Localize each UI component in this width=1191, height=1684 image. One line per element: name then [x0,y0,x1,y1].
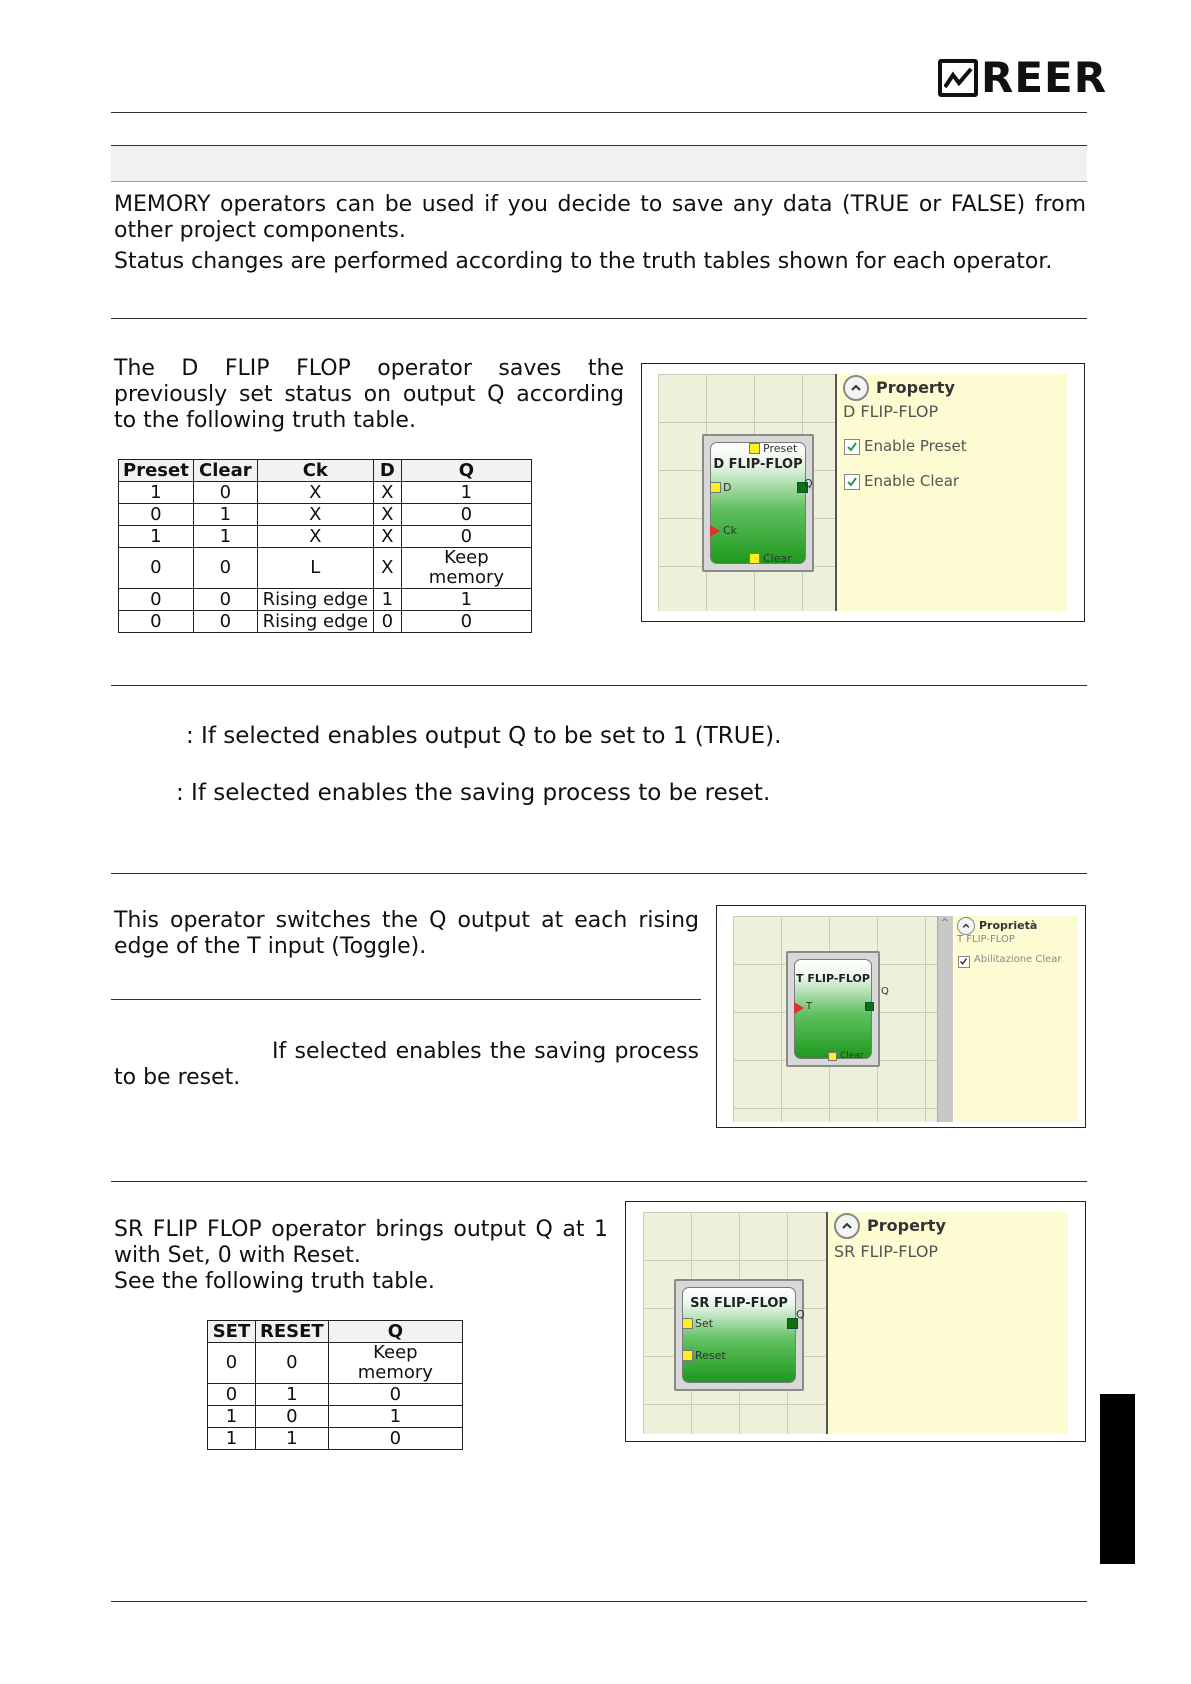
table-cell: 0 [119,589,194,611]
table-row [208,1428,463,1450]
t-flip-flop-clear-text: If selected enables the saving process to be reset. [114,1039,699,1090]
t-flip-flop-block[interactable] [786,951,880,1067]
table-cell: 0 [256,1343,329,1384]
enable-clear-label: Abilitazione Clear [974,954,1062,965]
table-row [119,611,532,633]
pin-label: Preset [763,442,798,455]
table-cell: 1 [401,589,531,611]
table-cell: 1 [119,526,194,548]
table-header: Q [401,460,531,482]
enable-preset-label: Enable Preset [864,437,967,455]
table-cell: Rising edge [257,611,373,633]
clear-parameter-text: : If selected enables the saving process to be reset. [176,780,771,806]
pin-label: Ck [723,524,738,537]
section-rule [111,1181,1087,1182]
clear-pin[interactable] [828,1052,837,1061]
t-flip-flop-screenshot [716,905,1086,1128]
table-header: D [373,460,401,482]
property-panel [954,916,1078,1122]
table-row [119,526,532,548]
table-cell: X [257,526,373,548]
table-cell: 1 [256,1428,329,1450]
vertical-scrollbar[interactable] [937,916,953,1122]
pin-label: Q [804,477,813,490]
table-cell: 1 [119,482,194,504]
block-title: SR FLIP-FLOP [690,1296,788,1311]
table-cell: 0 [193,611,257,633]
table-cell: 0 [328,1428,462,1450]
table-cell: X [257,504,373,526]
chevron-up-icon[interactable] [957,917,975,935]
table-cell: X [373,526,401,548]
table-cell: 1 [193,526,257,548]
enable-preset-checkbox[interactable] [844,439,860,455]
block-title: T FLIP-FLOP [796,972,870,985]
pin-label: D [723,481,732,494]
pin-label: Set [695,1317,714,1330]
t-flip-flop-description: This operator switches the Q output at each rising edge of the T input (Toggle). [114,908,699,959]
enable-clear-checkbox[interactable] [844,474,860,490]
table-cell: 1 [208,1406,256,1428]
intro-paragraph-1: MEMORY operators can be used if you decide to save any data (TRUE or FALSE) from other project components. [114,192,1086,243]
table-cell: 1 [256,1384,329,1406]
clock-pin-icon[interactable] [710,525,720,537]
reer-logo-mark-icon [938,59,978,97]
intro-paragraph-2: Status changes are performed according to the truth tables shown for each operator. [114,249,1053,274]
table-header-row [119,460,532,482]
section-rule [111,318,1087,319]
sr-flip-flop-screenshot [625,1201,1086,1442]
preset-pin[interactable] [749,443,760,454]
block-body [710,442,806,564]
property-subtitle: D FLIP-FLOP [843,402,939,421]
table-row [119,548,532,589]
block-body [682,1287,796,1383]
pin-label: T [806,1001,813,1012]
table-cell: 0 [193,589,257,611]
enable-clear-checkbox[interactable] [958,956,970,968]
table-cell: 0 [401,526,531,548]
table-header: SET [208,1321,256,1343]
pin-label: Q [881,986,889,997]
table-cell: 0 [328,1384,462,1406]
d-flip-flop-block[interactable] [702,434,814,572]
table-cell: 0 [119,548,194,589]
table-cell: 0 [401,504,531,526]
enable-clear-label: Enable Clear [864,472,960,490]
table-row [208,1343,463,1384]
logo-text: REER [981,53,1108,102]
chevron-up-icon[interactable] [843,375,869,401]
table-cell: X [373,482,401,504]
pin-label: Clear [840,1051,864,1061]
property-subtitle: SR FLIP-FLOP [834,1242,939,1261]
table-cell: 0 [193,548,257,589]
table-cell: 1 [373,589,401,611]
pin-label: Reset [695,1349,726,1362]
table-cell: 0 [208,1343,256,1384]
toggle-pin-icon[interactable] [794,1002,804,1014]
block-body [794,959,872,1059]
table-cell: L [257,548,373,589]
table-header: Ck [257,460,373,482]
table-row [119,504,532,526]
reset-pin[interactable] [682,1350,693,1361]
property-title: Property [876,378,955,397]
header-rule [111,112,1087,113]
table-cell: Keep memory [328,1343,462,1384]
table-header: RESET [256,1321,329,1343]
table-cell: 0 [193,482,257,504]
pin-label: Q [796,1308,805,1321]
table-cell: 1 [208,1428,256,1450]
table-cell: X [373,504,401,526]
preset-parameter-text: : If selected enables output Q to be set to 1 (TRUE). [186,723,782,749]
q-output-pin[interactable] [865,1002,874,1011]
sr-flip-flop-description-2: See the following truth table. [114,1269,435,1294]
table-cell: 0 [119,611,194,633]
chevron-up-icon[interactable] [834,1213,860,1239]
table-header-row [208,1321,463,1343]
set-pin[interactable] [682,1318,693,1329]
table-cell: Keep memory [401,548,531,589]
d-flip-flop-description: The D FLIP FLOP operator saves the previously set status on output Q according to the following truth table. [114,356,624,433]
sr-flip-flop-description-1: SR FLIP FLOP operator brings output Q at 1 with Set, 0 with Reset. [114,1217,608,1268]
table-cell: 0 [256,1406,329,1428]
table-cell: 1 [401,482,531,504]
table-cell: X [373,548,401,589]
table-cell: 0 [373,611,401,633]
table-header: Q [328,1321,462,1343]
block-title: D FLIP-FLOP [713,457,803,472]
table-header: Preset [119,460,194,482]
pin-label: Clear [763,552,792,565]
table-row [119,589,532,611]
chapter-tab [1100,1394,1135,1564]
d-flip-flop-screenshot [641,363,1085,622]
table-row [208,1384,463,1406]
property-title: Proprietà [979,919,1038,932]
table-cell: 0 [401,611,531,633]
table-cell: 1 [328,1406,462,1428]
property-title: Property [867,1216,946,1235]
section-rule [111,999,701,1000]
section-rule [111,873,1087,874]
d-pin[interactable] [710,482,721,493]
section-band [111,145,1087,182]
sr-flip-flop-block[interactable] [674,1279,804,1391]
table-row [119,482,532,504]
table-row [208,1406,463,1428]
table-cell: 1 [193,504,257,526]
d-flip-flop-truth-table [118,459,532,633]
reer-logo [938,54,1107,102]
scroll-up-arrow-icon[interactable]: ^ [941,918,949,928]
clear-pin[interactable] [749,553,760,564]
property-subtitle: T FLIP-FLOP [957,934,1015,945]
table-cell: 0 [119,504,194,526]
table-cell: 0 [208,1384,256,1406]
footer-rule [111,1601,1087,1602]
section-rule [111,685,1087,686]
table-cell: Rising edge [257,589,373,611]
table-header: Clear [193,460,257,482]
sr-flip-flop-truth-table [207,1320,463,1450]
table-cell: X [257,482,373,504]
